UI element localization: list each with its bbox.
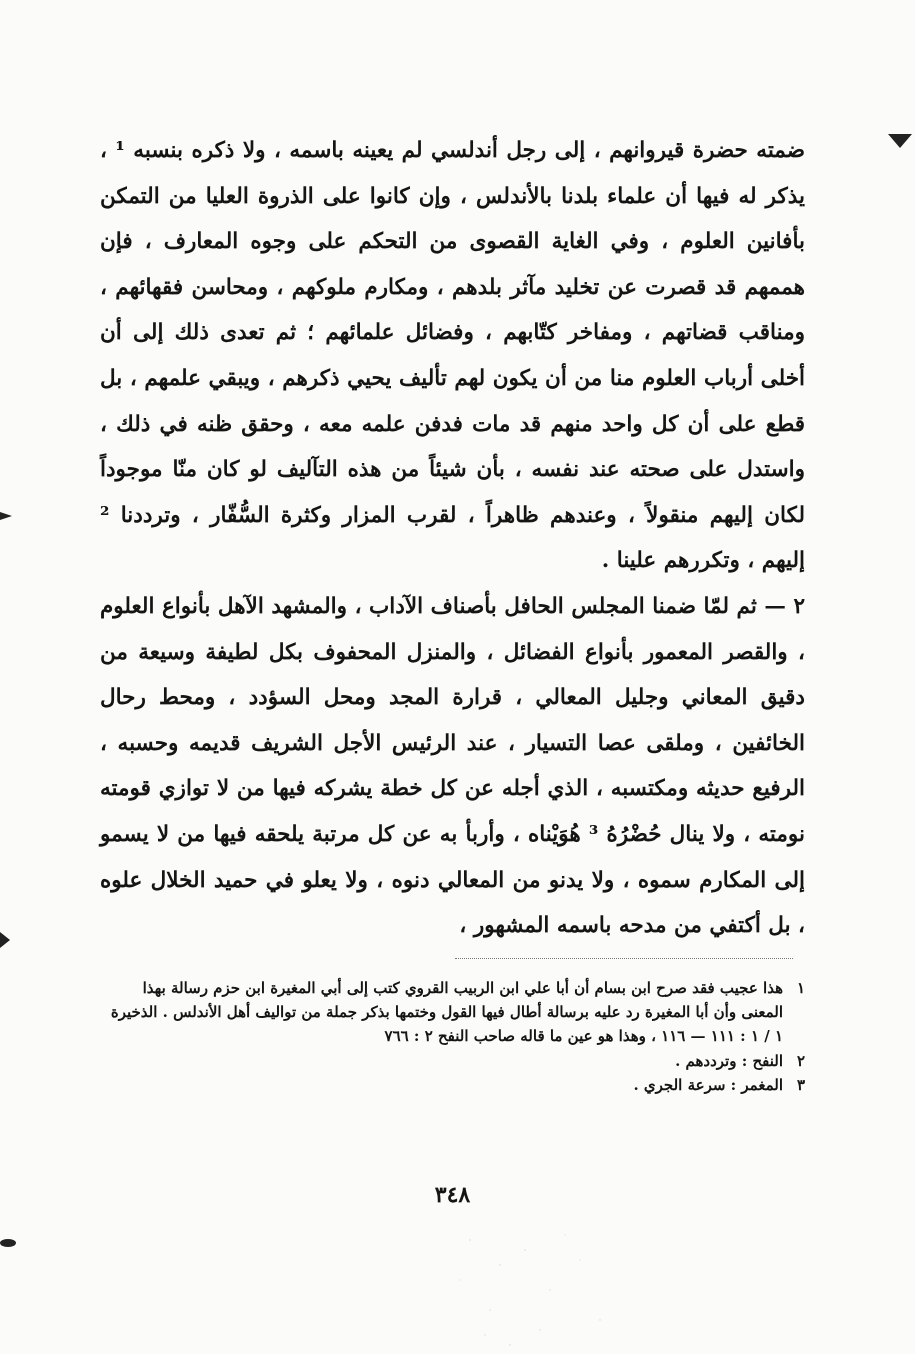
- footnote-number: ٣: [796, 1075, 805, 1094]
- margin-mark-icon: [0, 508, 16, 524]
- paragraph-1: ضمته حضرة قيروانهم ، إلى رجل أندلسي لم يعينه باسمه ، ولا ذكره بنسبه ¹ ، يذكر له فيها أن علماء بلدنا بالأندلس ، وإن كانوا على الذروة العليا من التمكن بأفانين العلوم ، وفي الغاية القصوى من التحكم على وجوه المعارف ، فإن هممهم قد قصرت عن تخليد مآثر بلدهم ، ومكارم ملوكهم ، ومحاسن فقهائهم ، ومناقب قضاتهم ، ومفاخر كتّابهم ، وفضائل علمائهم ؛ ثم تعدى ذلك إلى أن أخلى أرباب العلوم منا من أن يكون لهم تأليف يحيي ذكرهم ، ويبقي علمهم ، بل قطع على أن كل واحد منهم قد مات فدفن علمه معه ، وحقق ظنه في ذلك ، واستدل على صحته عند نفسه ، بأن شيئاً من هذه التآليف لو كان منّا موجوداً لكان إليهم منقولاً ، وعندهم ظاهراً ، لقرب المزار وكثرة السُّفّار ، وترددنا ² إليهم ، وتكررهم علينا .: [100, 138, 805, 574]
- paragraph-2: ٢ — ثم لمّا ضمنا المجلس الحافل بأصناف الآداب ، والمشهد الآهل بأنواع العلوم ، والقصر المعمور بأنواع الفضائل ، والمنزل المحفوف بكل لطيفة وسيعة من دقيق المعاني وجليل المعالي ، قرارة المجد ومحل السؤدد ، ومحط رحال الخائفين ، وملقى عصا التسيار ، عند الرئيس الأجل الشريف قديمه وحسبه ، الرفيع حديثه ومكتسبه ، الذي أجله عن كل خطة يشركه فيها من لا توازي قومته نومته ، ولا ينال حُضْرُهُ ³ هُوَيْناه ، وأربأ به عن كل مرتبة يلحقه فيها من لا يسمو إلى المكارم سموه ، ولا يدنو من المعالي دنوه ، ولا يعلو في حميد الخلال علوه ، بل أكتفي من مدحه باسمه المشهور ،: [100, 593, 805, 939]
- scan-noise: [430, 1220, 630, 1354]
- footnote: [100, 1073, 805, 1097]
- footnote-text: هذا عجيب فقد صرح ابن بسام أن أبا علي ابن الربيب القروي كتب إلى أبي المغيرة ابن حزم رسالة بهذا المعنى وأن أبا المغيرة رد عليه برسالة أطال فيها القول وختمها بذكر جملة من تواليف أهل الأندلس . الذخيرة ١ / ١ : ١١١ — ١١٦ ، وهذا هو عين ما قاله صاحب النفح ٢ : ٧٦٦: [110, 979, 783, 1046]
- margin-arrow-icon: [885, 130, 915, 152]
- footnote-text: المغمر : سرعة الجري .: [633, 1075, 783, 1094]
- footnotes: [100, 976, 805, 1097]
- main-text-block: [100, 128, 805, 949]
- margin-mark-icon: [0, 930, 14, 950]
- footnote-text: النفح : وترددهم .: [675, 1051, 783, 1070]
- footnote: [100, 1049, 805, 1073]
- footnote-number: ٢: [796, 1051, 805, 1070]
- footnote-separator: [455, 958, 793, 959]
- margin-mark-icon: [0, 1236, 18, 1250]
- page-number: ٣٤٨: [434, 1182, 471, 1208]
- footnote-number: ١: [796, 979, 805, 997]
- footnote: [100, 976, 805, 1049]
